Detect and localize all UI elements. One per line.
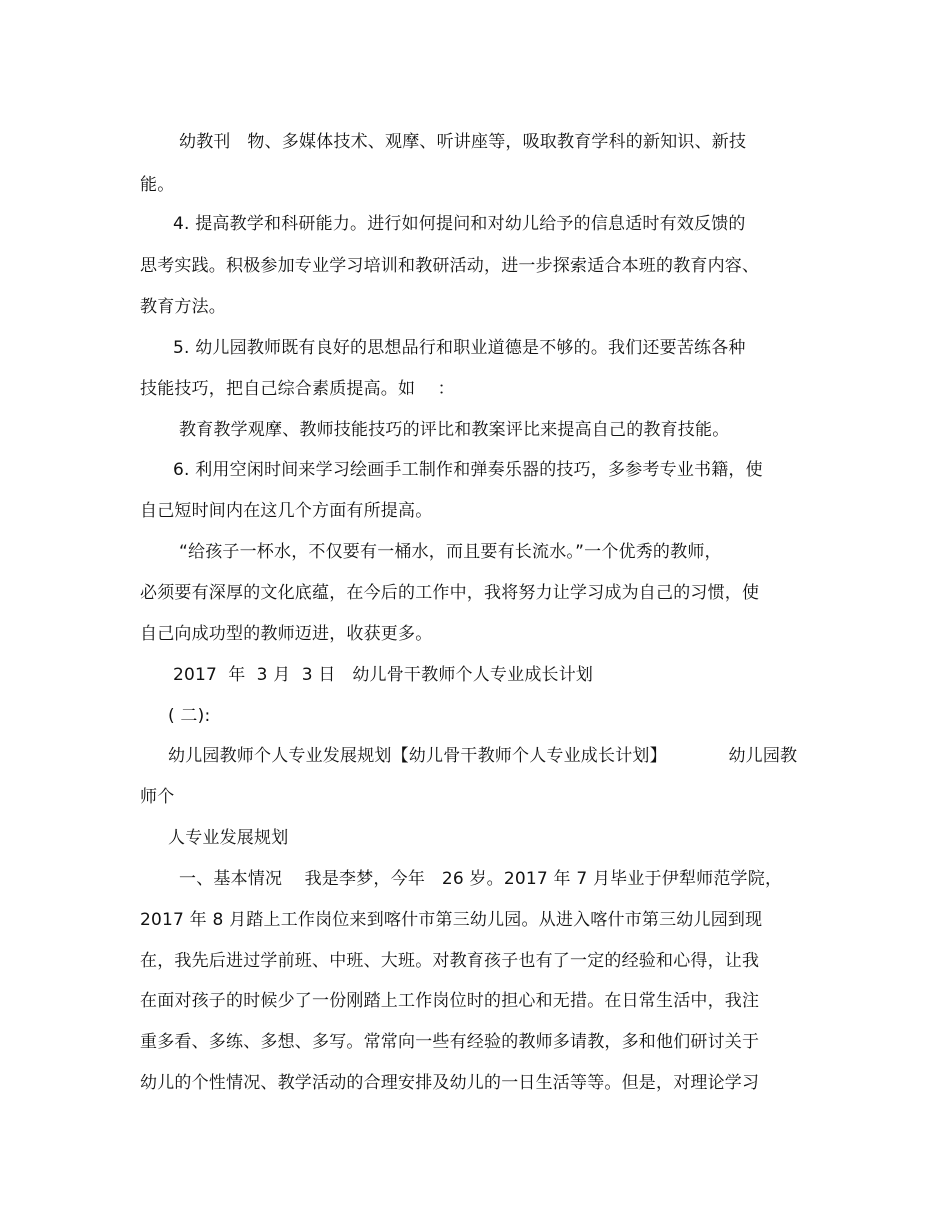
text-line: 2017 年 3 月 3 日 幼儿骨干教师个人专业成长计划 [173,665,594,685]
text-line: 在面对孩子的时候少了一份刚踏上工作岗位时的担心和无措。在日常生活中，我注 [140,991,760,1011]
text-line: 自己短时间内在这几个方面有所提高。 [140,501,433,521]
text-line: 6. 利用空闲时间来学习绘画手工制作和弹奏乐器的技巧，多参考专业书籍，使 [173,460,763,480]
text-line: 5. 幼儿园教师既有良好的思想品行和职业道德是不够的。我们还要苦练各种 [173,338,746,358]
text-line: 在，我先后进过学前班、中班、大班。对教育孩子也有了一定的经验和心得，让我 [140,951,760,971]
text-line: 4. 提高教学和科研能力。进行如何提问和对幼儿给予的信息适时有效反馈的 [173,214,746,234]
text-line: ( 二): [168,706,211,726]
text-line: 幼儿的个性情况、教学活动的合理安排及幼儿的一日生活等等。但是，对理论学习 [140,1073,760,1093]
text-line: 一、基本情况 我是李梦，今年 26 岁。2017 年 7 月毕业于伊犁师范学院， [179,869,783,889]
text-line: 2017 年 8 月踏上工作岗位来到喀什市第三幼儿园。从进入喀什市第三幼儿园到现 [140,910,763,930]
text-line: 教育教学观摩、教师技能技巧的评比和教案评比来提高自己的教育技能。 [179,420,730,440]
text-line: 教育方法。 [140,297,226,317]
text-line: “给孩子一杯水，不仅要有一桶水，而且要有长流水。”一个优秀的教师， [179,542,722,562]
text-line: 思考实践。积极参加专业学习培训和教研活动，进一步探索适合本班的教育内容、 [140,256,760,276]
text-line: 重多看、多练、多想、多写。常常向一些有经验的教师多请教，多和他们研讨关于 [140,1032,760,1052]
text-line: 师个 [140,787,175,807]
text-line: 自己向成功型的教师迈进，收获更多。 [140,624,433,644]
text-line: 幼儿园教师个人专业发展规划【幼儿骨干教师个人专业成长计划】 幼儿园教 [168,746,798,766]
text-line: 技能技巧，把自己综合素质提高。如 ： [140,379,455,399]
text-line: 必须要有深厚的文化底蕴，在今后的工作中，我将努力让学习成为自己的习惯，使 [140,583,760,603]
text-line: 能。 [140,175,175,195]
text-line: 人专业发展规划 [168,828,289,848]
text-line: 幼教刊 物、多媒体技术、观摩、听讲座等，吸取教育学科的新知识、新技 [179,132,747,152]
